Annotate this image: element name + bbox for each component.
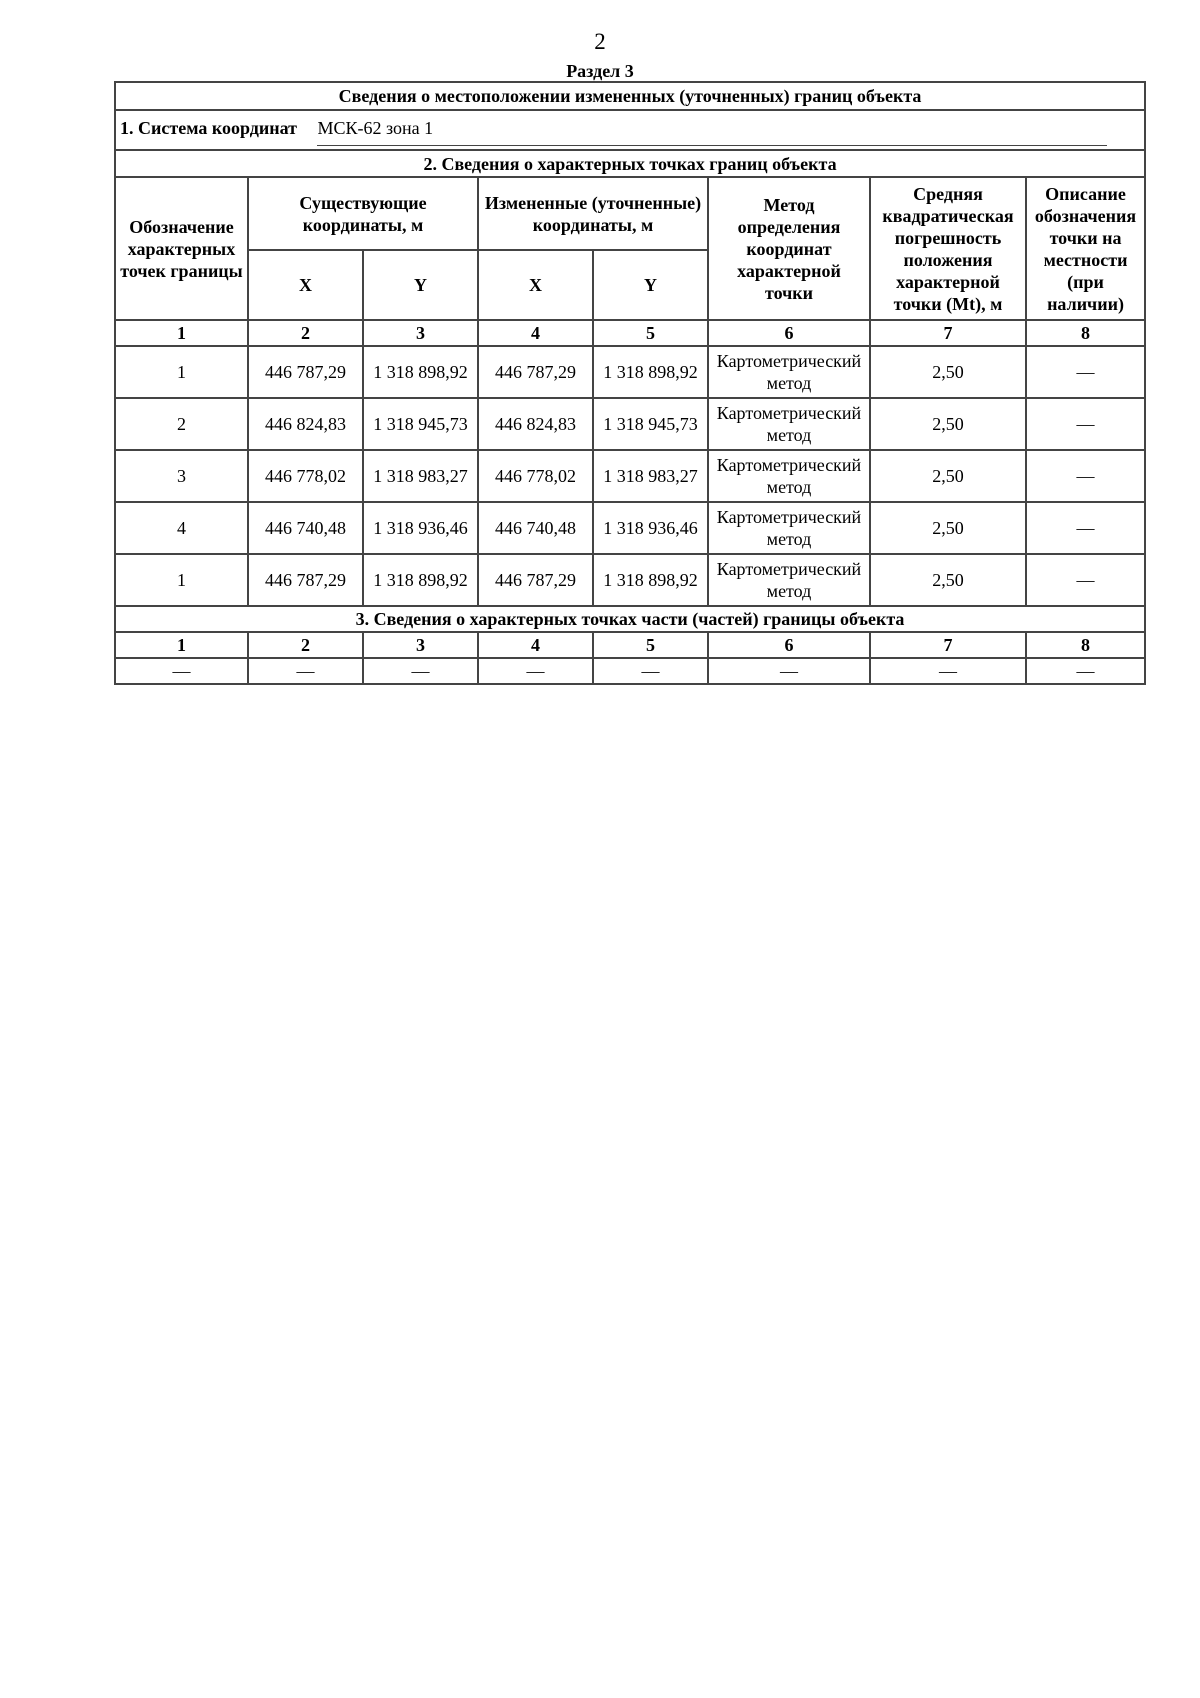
method: Картометрический метод	[708, 502, 870, 554]
mean-error: 2,50	[870, 502, 1026, 554]
column-number: 3	[363, 632, 478, 658]
column-number: 8	[1026, 320, 1145, 346]
parts-cell: —	[115, 658, 248, 684]
section-title: Раздел 3	[566, 61, 634, 81]
changed-y: 1 318 983,27	[593, 450, 708, 502]
method: Картометрический метод	[708, 450, 870, 502]
table-row	[115, 346, 1145, 398]
parts-cell: —	[478, 658, 593, 684]
table-row	[115, 450, 1145, 502]
parts-cell: —	[1026, 658, 1145, 684]
coord-system-row	[115, 110, 1145, 150]
header-designation: Обозначение характерных точек границы	[115, 177, 248, 320]
changed-x: 446 787,29	[478, 346, 593, 398]
column-number: 7	[870, 632, 1026, 658]
parts-cell: —	[870, 658, 1026, 684]
existing-x: 446 787,29	[248, 554, 363, 606]
parts-cell: —	[708, 658, 870, 684]
column-number: 2	[248, 320, 363, 346]
header-changed-y: Y	[593, 250, 708, 320]
header-existing: Существующие координаты, м	[248, 177, 478, 250]
header-row-1	[115, 177, 1145, 250]
column-numbers-row	[115, 320, 1145, 346]
header-existing-x: X	[248, 250, 363, 320]
mean-error: 2,50	[870, 450, 1026, 502]
column-number: 5	[593, 320, 708, 346]
column-number: 1	[115, 320, 248, 346]
existing-x: 446 740,48	[248, 502, 363, 554]
points-section-title: 2. Сведения о характерных точках границ объекта	[115, 150, 1145, 177]
table-row	[115, 554, 1145, 606]
mean-error: 2,50	[870, 346, 1026, 398]
mean-error: 2,50	[870, 398, 1026, 450]
column-number: 3	[363, 320, 478, 346]
coord-system-value: МСК-62 зона 1	[317, 117, 1107, 146]
existing-x: 446 778,02	[248, 450, 363, 502]
description: —	[1026, 346, 1145, 398]
method: Картометрический метод	[708, 346, 870, 398]
points-section-title-row	[115, 150, 1145, 177]
changed-x: 446 740,48	[478, 502, 593, 554]
header-description: Описание обозначения точки на местности (при наличии)	[1026, 177, 1145, 320]
coord-system-cell	[115, 110, 1145, 150]
column-number: 6	[708, 320, 870, 346]
point-number: 4	[115, 502, 248, 554]
parts-table-row	[115, 658, 1145, 684]
description: —	[1026, 450, 1145, 502]
point-number: 1	[115, 346, 248, 398]
parts-column-numbers-row	[115, 632, 1145, 658]
method: Картометрический метод	[708, 554, 870, 606]
column-number: 5	[593, 632, 708, 658]
point-number: 1	[115, 554, 248, 606]
changed-x: 446 778,02	[478, 450, 593, 502]
table-title: Сведения о местоположении измененных (уточненных) границ объекта	[115, 82, 1145, 110]
existing-x: 446 824,83	[248, 398, 363, 450]
parts-cell: —	[593, 658, 708, 684]
changed-x: 446 787,29	[478, 554, 593, 606]
existing-y: 1 318 898,92	[363, 554, 478, 606]
changed-y: 1 318 936,46	[593, 502, 708, 554]
table-title-row	[115, 82, 1145, 110]
existing-y: 1 318 936,46	[363, 502, 478, 554]
existing-x: 446 787,29	[248, 346, 363, 398]
header-changed: Измененные (уточненные) координаты, м	[478, 177, 708, 250]
point-number: 3	[115, 450, 248, 502]
table-row	[115, 502, 1145, 554]
parts-section-title: 3. Сведения о характерных точках части (частей) границы объекта	[115, 606, 1145, 632]
parts-section-title-row	[115, 606, 1145, 632]
column-number: 7	[870, 320, 1026, 346]
mean-error: 2,50	[870, 554, 1026, 606]
changed-y: 1 318 898,92	[593, 346, 708, 398]
description: —	[1026, 398, 1145, 450]
description: —	[1026, 554, 1145, 606]
header-error: Средняя квадратическая погрешность положения характерной точки (Mt), м	[870, 177, 1026, 320]
boundary-table	[114, 81, 1146, 685]
table-row	[115, 398, 1145, 450]
column-number: 1	[115, 632, 248, 658]
existing-y: 1 318 945,73	[363, 398, 478, 450]
page-number: 2	[594, 29, 606, 54]
changed-y: 1 318 898,92	[593, 554, 708, 606]
coord-system-label: 1. Система координат	[120, 118, 297, 138]
existing-y: 1 318 898,92	[363, 346, 478, 398]
column-number: 2	[248, 632, 363, 658]
description: —	[1026, 502, 1145, 554]
parts-cell: —	[363, 658, 478, 684]
point-number: 2	[115, 398, 248, 450]
column-number: 4	[478, 632, 593, 658]
method: Картометрический метод	[708, 398, 870, 450]
column-number: 4	[478, 320, 593, 346]
column-number: 6	[708, 632, 870, 658]
header-changed-x: X	[478, 250, 593, 320]
header-existing-y: Y	[363, 250, 478, 320]
column-number: 8	[1026, 632, 1145, 658]
changed-y: 1 318 945,73	[593, 398, 708, 450]
changed-x: 446 824,83	[478, 398, 593, 450]
header-method: Метод определения координат характерной точки	[708, 177, 870, 320]
parts-cell: —	[248, 658, 363, 684]
existing-y: 1 318 983,27	[363, 450, 478, 502]
